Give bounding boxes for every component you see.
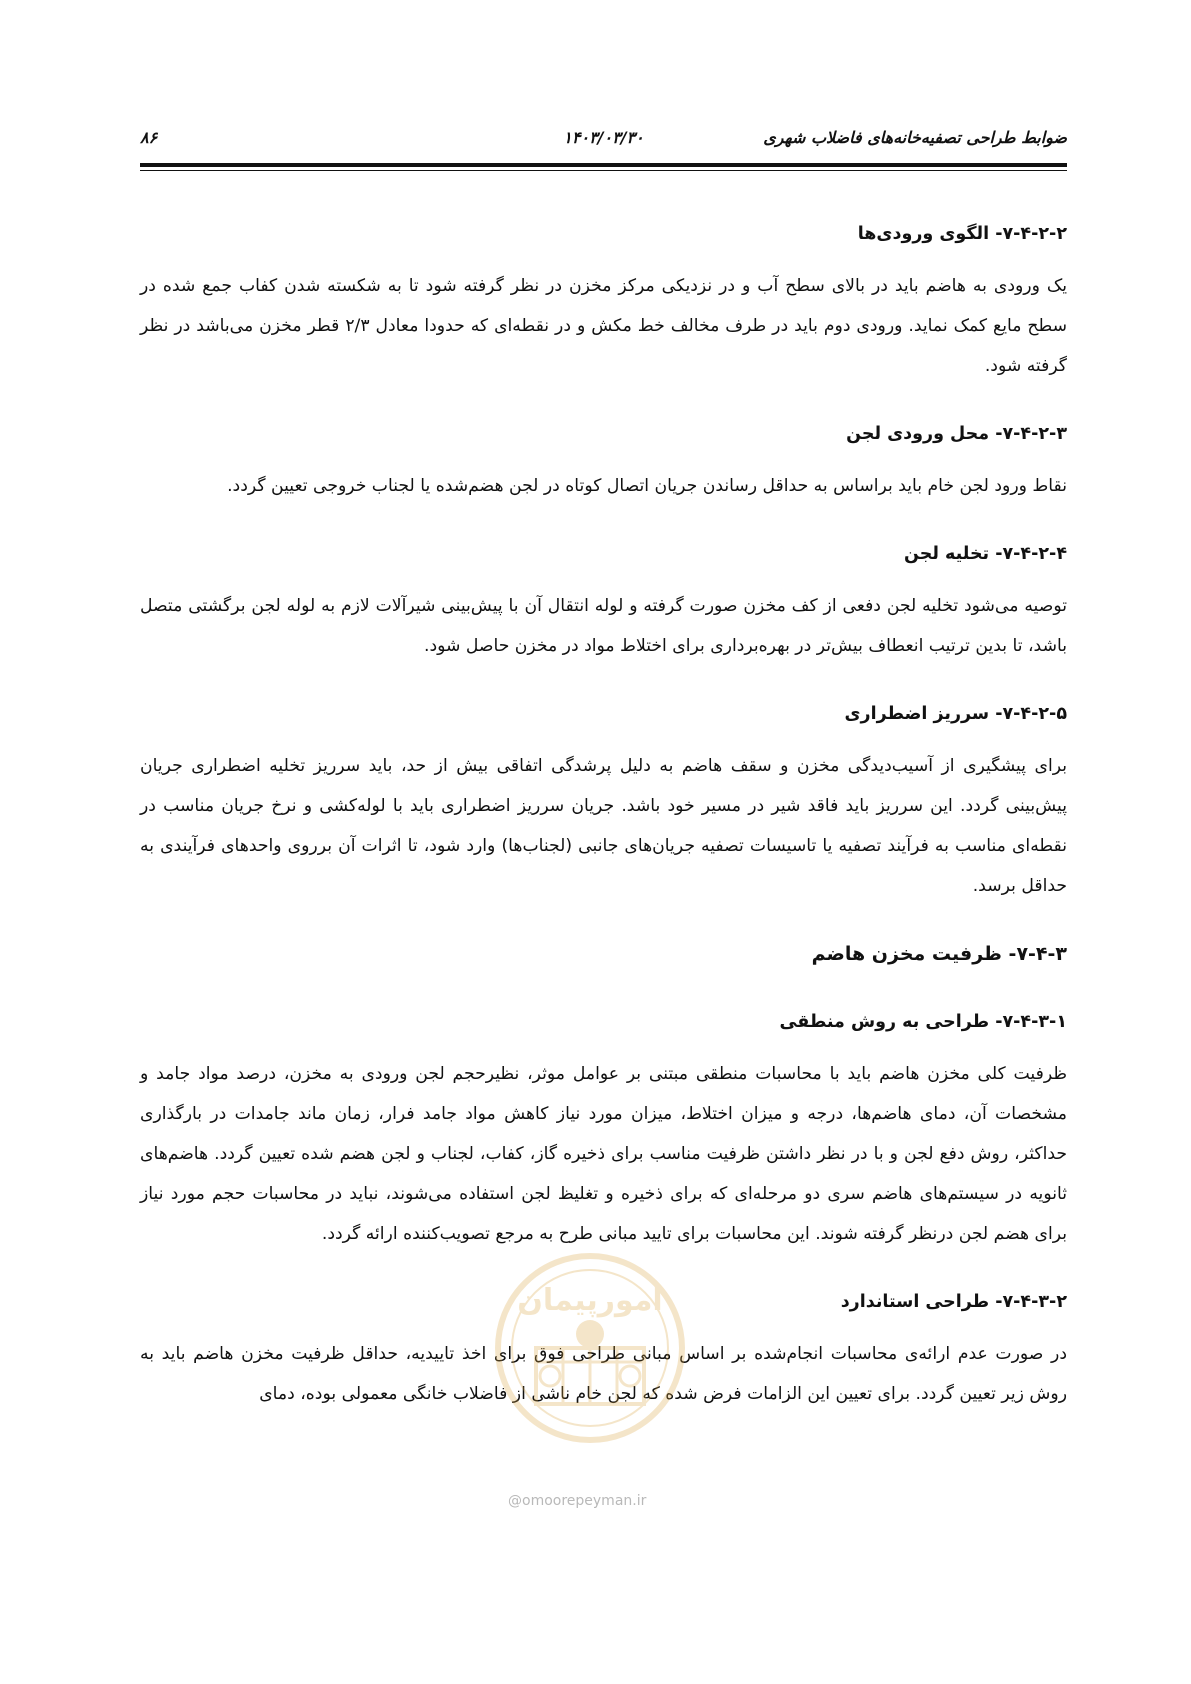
subsection-heading: ۷-۴-۳- ظرفیت مخزن هاضم xyxy=(811,943,1067,965)
watermark-brand-text: امورپیمان xyxy=(517,1283,663,1318)
section-heading: ۷-۴-۲-۵- سرریز اضطراری xyxy=(844,704,1067,724)
watermark-url: @omoorepeyman.ir xyxy=(508,1493,647,1509)
section-heading: ۷-۴-۳-۱- طراحی به روش منطقی xyxy=(779,1012,1067,1032)
section-heading: ۷-۴-۲-۳- محل ورودی لجن xyxy=(846,424,1067,444)
header-date: ۱۴۰۳/۰۳/۳۰ xyxy=(563,128,644,147)
header-divider-thin xyxy=(140,170,1067,171)
section-paragraph: یک ورودی به هاضم باید در بالای سطح آب و در نزدیکی مرکز مخزن در نظر گرفته شود تا به شکسته شدن کفاب جمع شده در سطح مایع کمک نماید. ورودی دوم باید در طرف مخالف خط مکش و در نقطه‌ای که حدودا معادل ۲/۳ قطر مخزن می‌باشد در نظر گرفته شود. xyxy=(140,276,1067,376)
header-title: ضوابط طراحی تصفیه‌خانه‌های فاضلاب شهری xyxy=(763,128,1067,147)
page-number: ۸۶ xyxy=(140,128,158,147)
section-heading: ۷-۴-۲-۲- الگوی ورودی‌ها xyxy=(857,224,1067,244)
section-heading: ۷-۴-۳-۲- طراحی استاندارد xyxy=(840,1292,1067,1312)
section-paragraph: ظرفیت کلی مخزن هاضم باید با محاسبات منطقی مبتنی بر عوامل موثر، نظیرحجم لجن ورودی به مخزن، درصد مواد جامد و مشخصات آن، دمای هاضم‌ها، درجه و میزان اختلاط، میزان مورد نیاز کاهش مواد جامد فرار، زمان ماند جامدات در بارگذاری حداکثر، روش دفع لجن و با در نظر داشتن ظرفیت مناسب برای ذخیره گاز، کفاب، لجناب و لجن هضم شده تعیین گردد. هاضم‌های ثانویه در سیستم‌های هاضم سری دو مرحله‌ای که برای ذخیره و تغلیظ لجن استفاده می‌شوند، نباید در محاسبات حجم مورد نیاز برای هضم لجن درنظر گرفته شوند. این محاسبات برای تایید مبانی طرح به مرجع تصویب‌کننده ارائه گردد. xyxy=(140,1064,1067,1244)
section-paragraph: برای پیشگیری از آسیب‌دیدگی مخزن و سقف هاضم به دلیل پرشدگی اتفاقی بیش از حد، باید سرریز تخلیه اضطراری جریان پیش‌بینی گردد. این سرریز باید فاقد شیر در مسیر خود باشد. جریان سرریز اضطراری باید با لوله‌کشی و نرخ جریان مناسب در نقطه‌ای مناسب به فرآیند تصفیه یا تاسیسات تصفیه جریان‌های جانبی (لجناب‌ها) وارد شود، تا اثرات آن برروی واحدهای فرآیندی به حداقل برسد. xyxy=(140,756,1067,896)
section-heading: ۷-۴-۲-۴- تخلیه لجن xyxy=(904,544,1067,564)
section-paragraph: توصیه می‌شود تخلیه لجن دفعی از کف مخزن صورت گرفته و لوله انتقال آن با پیش‌بینی شیرآلات لازم به لوله لجن برگشتی متصل باشد، تا بدین ترتیب انعطاف بیش‌تر در بهره‌برداری برای اختلاط مواد در مخزن حاصل شود. xyxy=(140,596,1067,656)
section-paragraph: در صورت عدم ارائه‌ی محاسبات انجام‌شده بر اساس مبانی طراحی فوق برای اخذ تاییدیه، حداقل ظرفیت مخزن هاضم باید به روش زیر تعیین گردد. برای تعیین این الزامات فرض شده که لجن خام ناشی از فاضلاب خانگی معمولی بوده، دمای xyxy=(140,1344,1067,1404)
page-header xyxy=(140,128,1067,158)
page-content xyxy=(140,214,1067,1414)
section-paragraph: نقاط ورود لجن خام باید براساس به حداقل رساندن جریان اتصال کوتاه در لجن هضم‌شده یا لجناب خروجی تعیین گردد. xyxy=(227,476,1067,496)
header-divider xyxy=(140,163,1067,167)
